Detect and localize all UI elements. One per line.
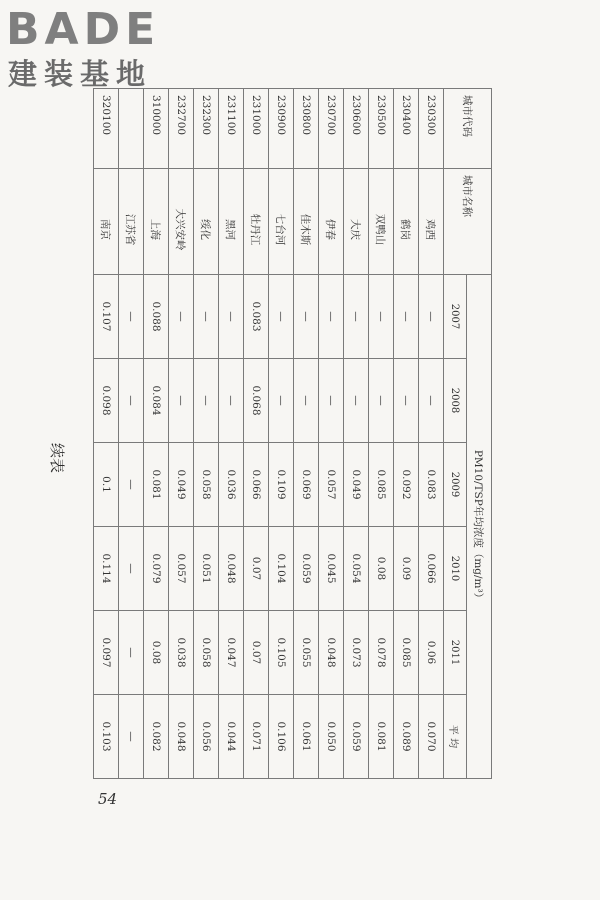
year-value-cell: 0.1 <box>94 443 119 527</box>
year-value-cell: 0.097 <box>94 611 119 695</box>
table-row <box>369 89 394 779</box>
year-value-cell: 0.083 <box>419 443 444 527</box>
year-value-cell: — <box>344 275 369 359</box>
city-name-cell: 江苏省 <box>119 169 144 275</box>
table-row <box>194 89 219 779</box>
year-value-cell: 0.081 <box>144 443 169 527</box>
year-value-cell: 0.057 <box>319 443 344 527</box>
year-value-cell: 0.085 <box>369 443 394 527</box>
year-value-cell: — <box>294 359 319 443</box>
city-code-cell: 230500 <box>369 89 394 169</box>
year-value-cell: 0.068 <box>244 359 269 443</box>
city-name-cell: 鹤岗 <box>394 169 419 275</box>
year-value-cell: — <box>219 359 244 443</box>
year-value-cell: — <box>119 275 144 359</box>
year-value-cell: 0.069 <box>294 443 319 527</box>
year-value-cell: 0.045 <box>319 527 344 611</box>
average-value-cell: 0.061 <box>294 695 319 779</box>
average-value-cell: 0.106 <box>269 695 294 779</box>
year-value-cell: 0.08 <box>144 611 169 695</box>
table-row <box>169 89 194 779</box>
table-row <box>219 89 244 779</box>
table-row <box>269 89 294 779</box>
city-code-cell: 230300 <box>419 89 444 169</box>
average-value-cell: 0.070 <box>419 695 444 779</box>
year-value-cell: — <box>169 359 194 443</box>
average-value-cell: 0.044 <box>219 695 244 779</box>
year-value-cell: 0.098 <box>94 359 119 443</box>
year-value-cell: — <box>294 275 319 359</box>
city-code-cell: 230800 <box>294 89 319 169</box>
year-value-cell: — <box>194 275 219 359</box>
year-value-cell: — <box>419 359 444 443</box>
table-caption: 续表 <box>48 443 66 474</box>
city-code-cell: 320100 <box>94 89 119 169</box>
city-name-cell: 佳木斯 <box>294 169 319 275</box>
year-value-cell: 0.085 <box>394 611 419 695</box>
year-value-cell: 0.066 <box>244 443 269 527</box>
year-value-cell: 0.047 <box>219 611 244 695</box>
year-value-cell: — <box>269 275 294 359</box>
table-row <box>94 89 119 779</box>
city-name-cell: 大兴安岭 <box>169 169 194 275</box>
header-city-name: 城市名称 <box>444 169 492 275</box>
year-value-cell: 0.048 <box>219 527 244 611</box>
header-year: 2011 <box>444 611 467 695</box>
header-year: 2009 <box>444 443 467 527</box>
year-value-cell: 0.073 <box>344 611 369 695</box>
year-value-cell: 0.09 <box>394 527 419 611</box>
city-name-cell: 双鸭山 <box>369 169 394 275</box>
year-value-cell: 0.083 <box>244 275 269 359</box>
header-city-code: 城市代码 <box>444 89 492 169</box>
year-value-cell: 0.105 <box>269 611 294 695</box>
city-name-cell: 绥化 <box>194 169 219 275</box>
page-number: 54 <box>98 790 118 808</box>
logo-main-text: BADE <box>6 4 161 55</box>
table-body <box>94 89 444 779</box>
pm10-concentration-table <box>93 88 492 779</box>
table-row <box>419 89 444 779</box>
city-name-cell: 伊春 <box>319 169 344 275</box>
city-name-cell: 鸡西 <box>419 169 444 275</box>
year-value-cell: — <box>319 359 344 443</box>
year-value-cell: — <box>344 359 369 443</box>
city-code-cell: 232700 <box>169 89 194 169</box>
year-value-cell: 0.06 <box>419 611 444 695</box>
year-value-cell: 0.109 <box>269 443 294 527</box>
city-name-cell: 大庆 <box>344 169 369 275</box>
table-row <box>344 89 369 779</box>
average-value-cell: 0.048 <box>169 695 194 779</box>
year-value-cell: — <box>119 527 144 611</box>
city-code-cell: 231000 <box>244 89 269 169</box>
year-value-cell: — <box>369 275 394 359</box>
average-value-cell: 0.056 <box>194 695 219 779</box>
year-value-cell: — <box>319 275 344 359</box>
city-name-cell: 牡丹江 <box>244 169 269 275</box>
header-year: 2010 <box>444 527 467 611</box>
year-value-cell: — <box>119 611 144 695</box>
year-value-cell: 0.038 <box>169 611 194 695</box>
table-row <box>244 89 269 779</box>
year-value-cell: 0.08 <box>369 527 394 611</box>
table-row <box>319 89 344 779</box>
year-value-cell: 0.054 <box>344 527 369 611</box>
year-value-cell: — <box>394 275 419 359</box>
bade-logo <box>6 4 181 96</box>
average-value-cell: 0.071 <box>244 695 269 779</box>
average-value-cell: — <box>119 695 144 779</box>
city-code-cell: 231100 <box>219 89 244 169</box>
year-value-cell: 0.084 <box>144 359 169 443</box>
header-average: 平 均 <box>444 695 467 779</box>
year-value-cell: 0.092 <box>394 443 419 527</box>
year-value-cell: 0.107 <box>94 275 119 359</box>
city-code-cell <box>119 89 144 169</box>
data-table-container <box>99 88 492 778</box>
year-value-cell: — <box>119 359 144 443</box>
year-value-cell: 0.066 <box>419 527 444 611</box>
city-code-cell: 230600 <box>344 89 369 169</box>
year-value-cell: — <box>169 275 194 359</box>
average-value-cell: 0.050 <box>319 695 344 779</box>
header-year: 2008 <box>444 359 467 443</box>
table-row <box>294 89 319 779</box>
average-value-cell: 0.103 <box>94 695 119 779</box>
city-code-cell: 230900 <box>269 89 294 169</box>
year-value-cell: 0.048 <box>319 611 344 695</box>
year-value-cell: — <box>119 443 144 527</box>
year-value-cell: 0.07 <box>244 527 269 611</box>
city-code-cell: 232300 <box>194 89 219 169</box>
year-value-cell: — <box>194 359 219 443</box>
year-value-cell: 0.036 <box>219 443 244 527</box>
city-name-cell: 南京 <box>94 169 119 275</box>
year-value-cell: 0.058 <box>194 611 219 695</box>
year-value-cell: — <box>419 275 444 359</box>
table-row <box>394 89 419 779</box>
city-code-cell: 230400 <box>394 89 419 169</box>
year-value-cell: 0.07 <box>244 611 269 695</box>
year-value-cell: 0.079 <box>144 527 169 611</box>
year-value-cell: 0.059 <box>294 527 319 611</box>
average-value-cell: 0.081 <box>369 695 394 779</box>
year-value-cell: 0.055 <box>294 611 319 695</box>
year-value-cell: — <box>219 275 244 359</box>
year-value-cell: — <box>269 359 294 443</box>
header-pm10-group: PM10/TSP年均浓度（mg/m³） <box>467 275 492 779</box>
year-value-cell: 0.051 <box>194 527 219 611</box>
table-row <box>119 89 144 779</box>
city-code-cell: 230700 <box>319 89 344 169</box>
year-value-cell: 0.049 <box>344 443 369 527</box>
year-value-cell: 0.058 <box>194 443 219 527</box>
year-value-cell: 0.049 <box>169 443 194 527</box>
year-value-cell: 0.057 <box>169 527 194 611</box>
table-row <box>144 89 169 779</box>
city-name-cell: 黑河 <box>219 169 244 275</box>
city-name-cell: 上海 <box>144 169 169 275</box>
average-value-cell: 0.089 <box>394 695 419 779</box>
year-value-cell: 0.088 <box>144 275 169 359</box>
year-value-cell: 0.078 <box>369 611 394 695</box>
average-value-cell: 0.059 <box>344 695 369 779</box>
year-value-cell: 0.104 <box>269 527 294 611</box>
logo-sub-text: 建装基地 <box>8 57 153 91</box>
year-value-cell: — <box>394 359 419 443</box>
header-year: 2007 <box>444 275 467 359</box>
year-value-cell: 0.114 <box>94 527 119 611</box>
average-value-cell: 0.082 <box>144 695 169 779</box>
city-name-cell: 七台河 <box>269 169 294 275</box>
year-value-cell: — <box>369 359 394 443</box>
city-code-cell: 310000 <box>144 89 169 169</box>
